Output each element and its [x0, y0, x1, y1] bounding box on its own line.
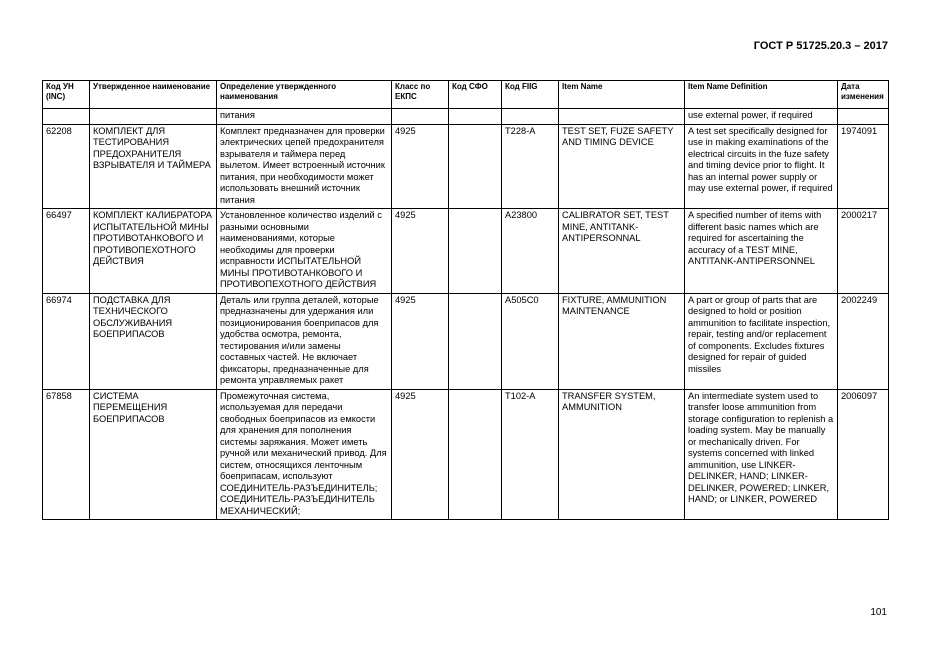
cell-sfo — [449, 124, 502, 209]
cell-inc: 62208 — [43, 124, 90, 209]
col-header-date: Дата изменения — [838, 81, 889, 109]
cell-definition-ru: Деталь или группа деталей, которые предназначены для удержания или позиционирования боеприпасов для удобства осмотра, ремонта, тестирования и/или замены составных частей. Не включает фиксаторы, предназначенные для ремонта управляемых ракет — [217, 293, 392, 389]
col-header-sfo: Код СФО — [449, 81, 502, 109]
cell-fiig: A23800 — [502, 209, 559, 294]
col-header-definition-ru: Определение утвержденного наименования — [217, 81, 392, 109]
col-header-fiig: Код FIIG — [502, 81, 559, 109]
cell-fiig: A505C0 — [502, 293, 559, 389]
cell-fiig: T228-A — [502, 124, 559, 209]
table-row — [43, 389, 889, 520]
nomenclature-table — [42, 80, 889, 520]
table-header-row — [43, 81, 889, 109]
cell-item-name: TEST SET, FUZE SAFETY AND TIMING DEVICE — [559, 124, 685, 209]
col-header-name-ru: Утвержденное наименование — [90, 81, 217, 109]
cell-definition-ru: Комплект предназначен для проверки электрических цепей предохранителя взрывателя и таймера перед вылетом. Имеет встроенный источник питания, при необходимости может использовать внешний источник питания — [217, 124, 392, 209]
col-header-definition-en: Item Name Definition — [685, 81, 838, 109]
cell-inc: 66497 — [43, 209, 90, 294]
cell-class: 4925 — [392, 124, 449, 209]
cell-date: 1974091 — [838, 124, 889, 209]
cell-definition-en: A test set specifically designed for use in making examinations of the electrical circuits in the fuze safety and timing device prior to flight. It has an internal power supply or may use external power, if required — [685, 124, 838, 209]
cell-definition-en: A specified number of items with different basic names which are required for ascertaining the accuracy of a TEST MINE, ANTITANK-ANTIPERSONNEL — [685, 209, 838, 294]
cell-item-name: TRANSFER SYSTEM, AMMUNITION — [559, 389, 685, 520]
cell-definition-en: use external power, if required — [685, 109, 838, 125]
document-code: ГОСТ Р 51725.20.3 – 2017 — [753, 40, 888, 52]
col-header-class: Класс по ЕКПС — [392, 81, 449, 109]
cell-item-name: FIXTURE, AMMUNITION MAINTENANCE — [559, 293, 685, 389]
col-header-item-name: Item Name — [559, 81, 685, 109]
col-header-inc: Код УН (INC) — [43, 81, 90, 109]
cell-definition-ru: питания — [217, 109, 392, 125]
table-row — [43, 209, 889, 294]
cell-sfo — [449, 389, 502, 520]
cell-definition-en: A part or group of parts that are designed to hold or position ammunition to facilitate inspection, repair, testing and/or replacement of components. Excludes fixtures designed for repair of guided missiles — [685, 293, 838, 389]
cell-item-name: CALIBRATOR SET, TEST MINE, ANTITANK-ANTIPERSONNAL — [559, 209, 685, 294]
cell-class: 4925 — [392, 209, 449, 294]
cell-definition-ru: Установленное количество изделий с разными основными наименованиями, которые необходимы для проверки исправности ИСПЫТАТЕЛЬНОЙ МИНЫ ПРОТИВОТАНКОВОГО И ПРОТИВОПЕХОТНОГО ДЕЙСТВИЯ — [217, 209, 392, 294]
cell-name-ru: КОМПЛЕКТ ДЛЯ ТЕСТИРОВАНИЯ ПРЕДОХРАНИТЕЛЯ ВЗРЫВАТЕЛЯ И ТАЙМЕРА — [90, 124, 217, 209]
cell-date: 2006097 — [838, 389, 889, 520]
cell-name-ru: СИСТЕМА ПЕРЕМЕЩЕНИЯ БОЕПРИПАСОВ — [90, 389, 217, 520]
cell-date: 2002249 — [838, 293, 889, 389]
table-row-continuation — [43, 109, 889, 125]
cell-name-ru: КОМПЛЕКТ КАЛИБРАТОРА ИСПЫТАТЕЛЬНОЙ МИНЫ ПРОТИВОТАНКОВОГО И ПРОТИВОПЕХОТНОГО ДЕЙСТВИЯ — [90, 209, 217, 294]
page-number: 101 — [870, 607, 887, 618]
table-row — [43, 124, 889, 209]
table-row — [43, 293, 889, 389]
cell-sfo — [449, 293, 502, 389]
cell-fiig: T102-A — [502, 389, 559, 520]
cell-date: 2000217 — [838, 209, 889, 294]
cell-inc: 66974 — [43, 293, 90, 389]
cell-definition-ru: Промежуточная система, используемая для передачи свободных боеприпасов из емкости для хранения для пополнения системы заряжания. Может иметь ручной или механический привод. Для систем, относящихся ленточным боеприпасам, используют СОЕДИНИТЕЛЬ-РАЗЪЕДИНИТЕЛЬ; СОЕДИНИТЕЛЬ-РАЗЪЕДИНИТЕЛЬ МЕХАНИЧЕСКИЙ; — [217, 389, 392, 520]
cell-name-ru: ПОДСТАВКА ДЛЯ ТЕХНИЧЕСКОГО ОБСЛУЖИВАНИЯ БОЕПРИПАСОВ — [90, 293, 217, 389]
cell-class: 4925 — [392, 389, 449, 520]
cell-definition-en: An intermediate system used to transfer loose ammunition from storage configuration to replenish a loading system. May be manually or mechanically driven. For systems concerned with linked ammunition, use LINKER-DELINKER, HAND; LINKER-DELINKER, POWERED; LINKER, HAND; or LINKER, POWERED — [685, 389, 838, 520]
cell-inc: 67858 — [43, 389, 90, 520]
cell-sfo — [449, 209, 502, 294]
cell-class: 4925 — [392, 293, 449, 389]
